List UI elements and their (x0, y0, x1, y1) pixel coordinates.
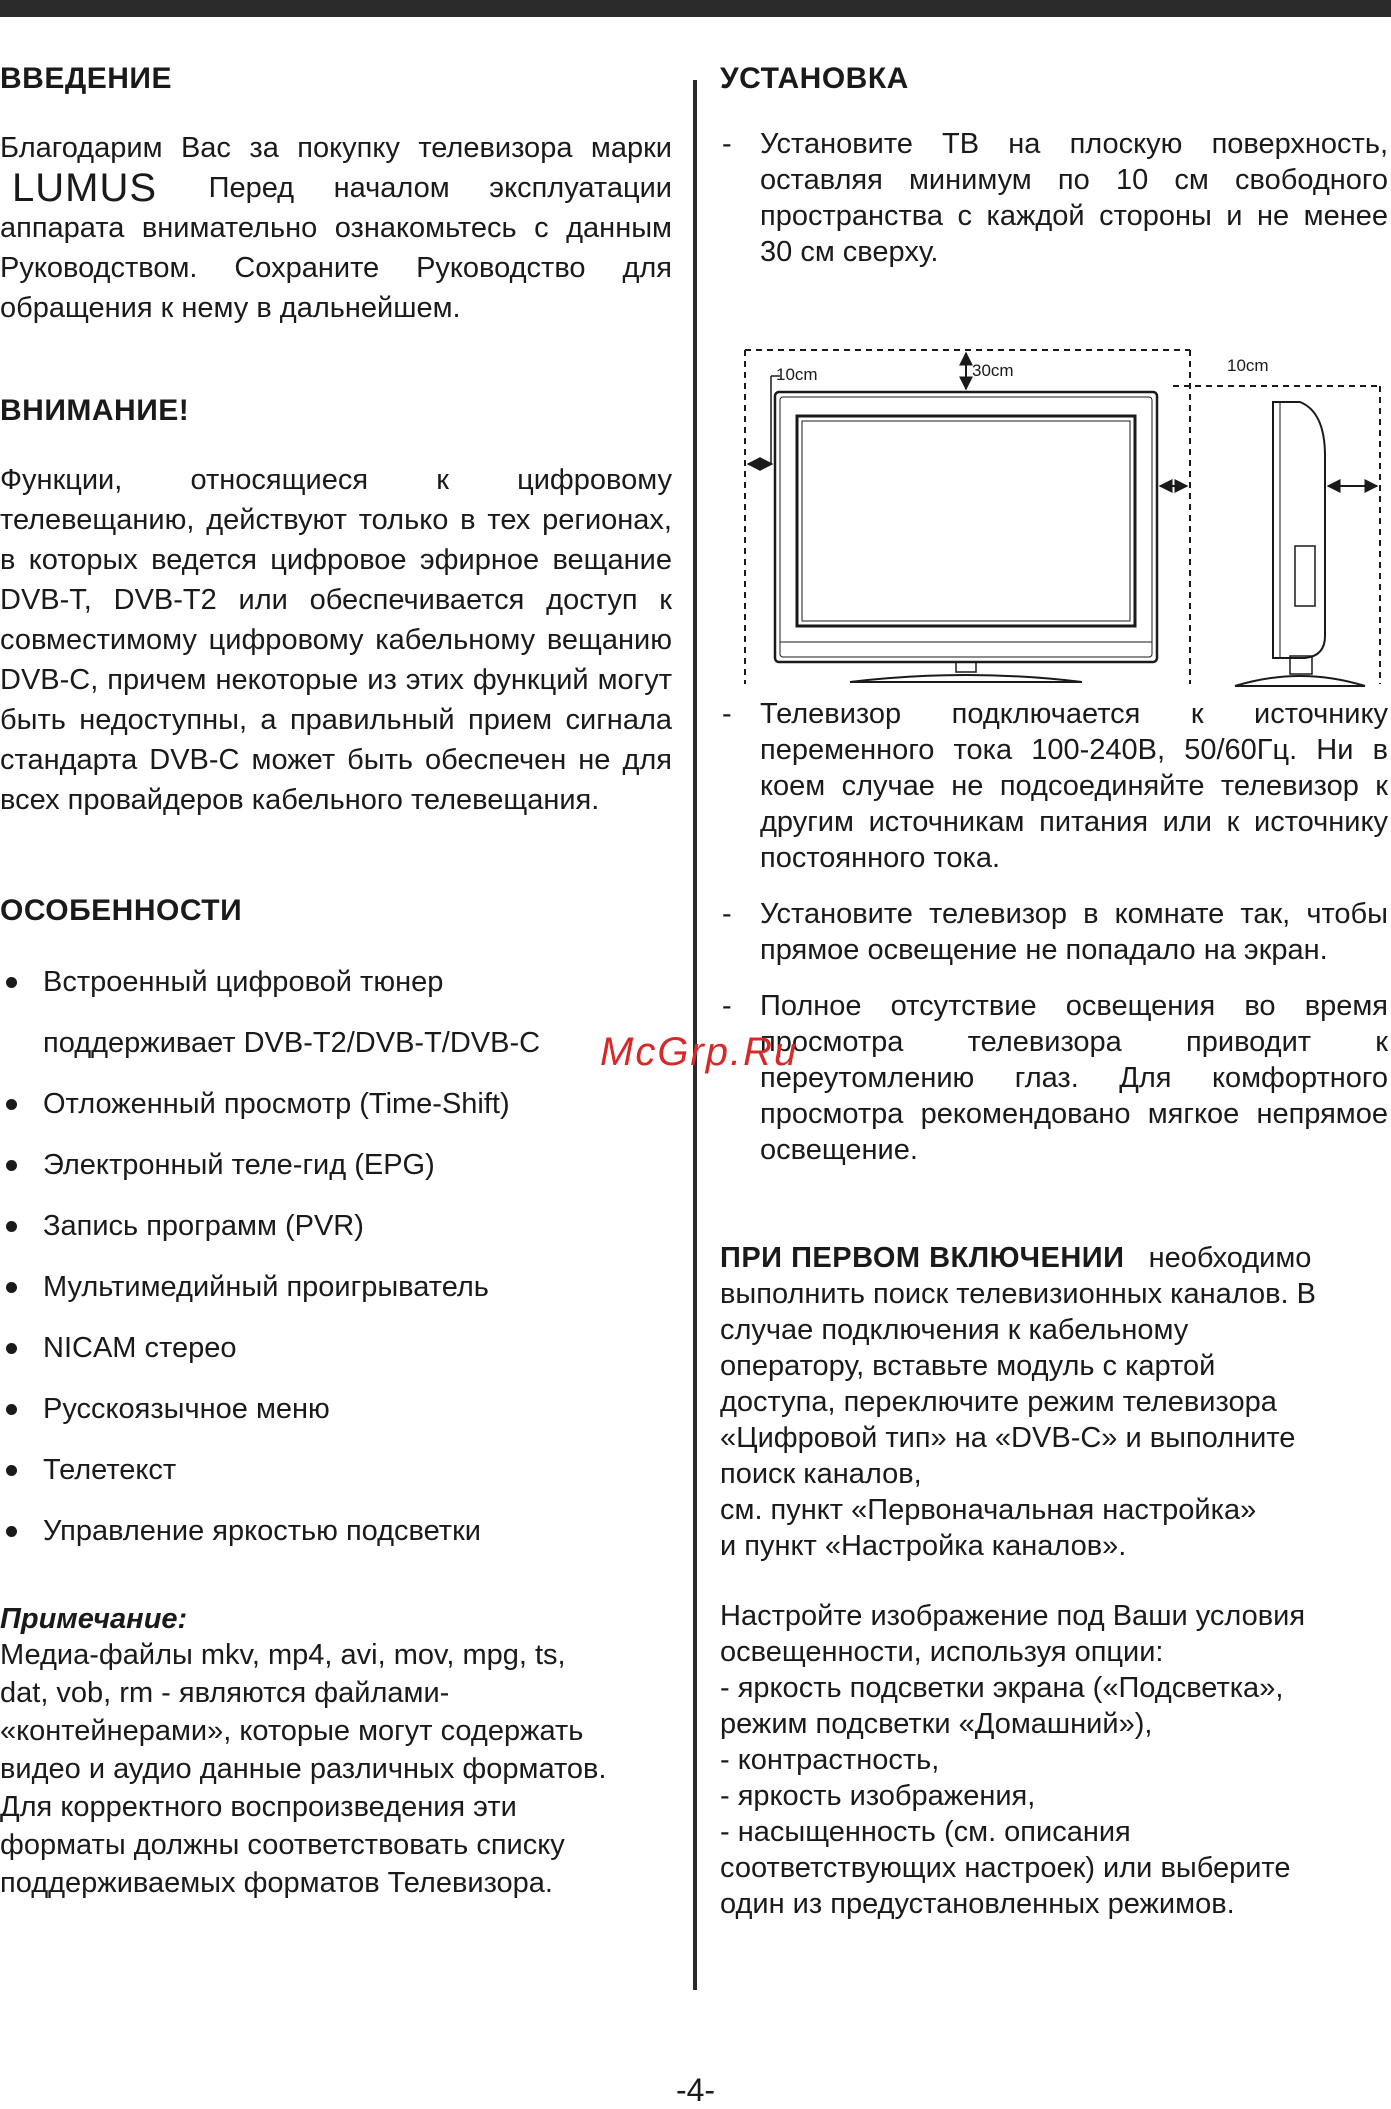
feature-item: Управление яркостью подсветки (0, 1511, 672, 1551)
bullet-icon (6, 1282, 17, 1293)
installation-item: - Установите ТВ на плоскую поверхность, оставляя минимум по 10 см свободного пространства с каждой стороны и не менее 30 см сверху. (722, 128, 1388, 268)
installation-item: - Полное отсутствие освещения во время просмотра телевизора приводит к переутомлению глаз. Для комфортного просмотра рекомендовано мягкое непрямое освещение. (722, 990, 1388, 1166)
left-column (0, 62, 672, 1902)
feature-item: Телетекст (0, 1450, 672, 1490)
bullet-icon (6, 1526, 17, 1537)
first-on-text: ПРИ ПЕРВОМ ВКЛЮЧЕНИИ необходимо выполнить поиск телевизионных каналов. В случае подключения к кабельному оператору, вставьте модуль с картой доступа, переключите режим телевизора «Цифровой тип» на «DVB-C» и выполните поиск каналов, см. пункт «Первоначальная настройка» и пункт «Настройка каналов». (720, 1242, 1316, 1562)
warning-heading: ВНИМАНИЕ! (0, 394, 190, 427)
feature-item: Запись программ (PVR) (0, 1206, 672, 1246)
lumus-logo: LUMUS (12, 166, 158, 210)
side-gap-label: 10cm (1227, 356, 1269, 375)
top-gap-label: 30cm (972, 361, 1014, 380)
clearance-box (745, 350, 1380, 684)
feature-item: Встроенный цифровой тюнер поддерживает DVB-T2/DVB-T/DVB-C (0, 962, 672, 1063)
intro-heading: ВВЕДЕНИЕ (0, 62, 172, 95)
feature-item: Электронный теле-гид (EPG) (0, 1145, 672, 1185)
feature-item: Отложенный просмотр (Time-Shift) (0, 1084, 672, 1124)
installation-list-top (720, 126, 1388, 270)
tv-front-view (775, 392, 1157, 682)
watermark: McGrp.Ru (600, 1030, 799, 1074)
bullet-icon (6, 1404, 17, 1415)
top-bar (0, 0, 1391, 17)
feature-item: Мультимедийный проигрыватель (0, 1267, 672, 1307)
note-text: Медиа-файлы mkv, mp4, avi, mov, mpg, ts, dat, vob, rm - являются файлами- «контейнерами», которые могут содержать видео и аудио данные различных форматов. Для корректного воспроизведения эти форматы должны соответствовать списку поддерживаемых форматов Телевизора. (0, 1639, 607, 1899)
feature-item: NICAM стерео (0, 1328, 672, 1368)
right-column (720, 62, 1388, 1922)
intro-text-before-logo: Благодарим Вас за покупку телевизора марки (0, 132, 672, 164)
left-gap-label: 10cm (776, 365, 818, 384)
bullet-icon (6, 1343, 17, 1354)
bullet-icon (6, 1099, 17, 1110)
features-heading: ОСОБЕННОСТИ (0, 894, 243, 927)
warning-text: Функции, относящиеся к цифровому телевещанию, действуют только в тех регионах, в которых ведется цифровое эфирное вещание DVB-T, DVB-T2 или обеспечивается доступ к совместимому цифровому кабельному вещанию DVB-C, причем некоторые из этих функций могут быть недоступны, а правильный прием сигнала стандарта DVB-C может быть обеспечен не для всех провайдеров кабельного телевещания. (0, 464, 672, 816)
tv-side-view (1235, 402, 1365, 686)
bullet-icon (6, 1221, 17, 1232)
installation-clearance-diagram (740, 346, 1388, 688)
bullet-icon (6, 1465, 17, 1476)
installation-item: - Телевизор подключается к источнику переменного тока 100-240В, 50/60Гц. Ни в коем случае не подсоединяйте телевизор к другим источникам питания или к источнику постоянного тока. (722, 698, 1388, 874)
intro-text-after-logo: Перед началом эксплуатации аппарата внимательно ознакомьтесь с данным Руководством. Сохраните Руководство для обращения к нему в дальнейшем. (0, 172, 672, 324)
installation-list (720, 696, 1388, 1168)
installation-item: - Установите телевизор в комнате так, чтобы прямое освещение не попадало на экран. (722, 898, 1388, 966)
page-number: -4- (675, 2072, 716, 2108)
intro-text (0, 128, 672, 328)
bullet-icon (6, 977, 17, 988)
first-on-heading: ПРИ ПЕРВОМ ВКЛЮЧЕНИИ (720, 1242, 1125, 1274)
bullet-icon (6, 1160, 17, 1171)
installation-heading: УСТАНОВКА (720, 62, 909, 95)
features-list (0, 962, 672, 1551)
note-title: Примечание: (0, 1603, 188, 1635)
feature-item: Русскоязычное меню (0, 1389, 672, 1429)
picture-setup-text: Настройте изображение под Ваши условия освещенности, используя опции: - яркость подсветки экрана («Подсветка», режим подсветки «Домашний»), - контрастность, - яркость изображения, - насыщенность (см. описания соответствующих настроек) или выберите один из предустановленных режимов. (720, 1600, 1306, 1920)
